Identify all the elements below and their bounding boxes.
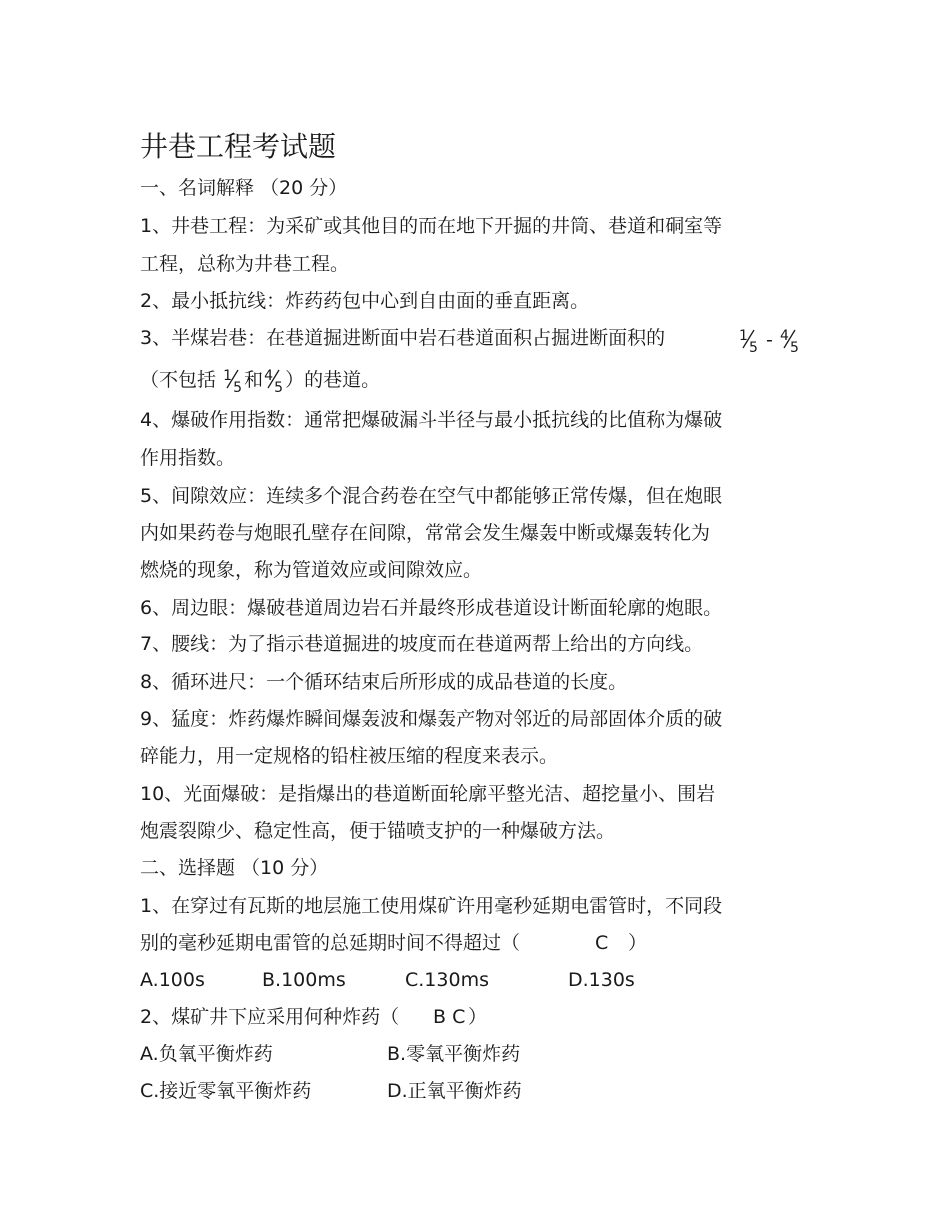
fraction-dash: - <box>766 329 773 351</box>
definition-2: 2、最小抵抗线：炸药药包中心到自由面的垂直距离。 <box>140 290 590 312</box>
definition-6: 6、周边眼：爆破巷道周边岩石并最终形成巷道设计断面轮廓的炮眼。 <box>140 597 723 619</box>
definition-3-line1: 3、半煤岩巷：在巷道掘进断面中岩石巷道面积占掘进断面积的 <box>140 327 666 349</box>
question-2-close: ） <box>468 1006 488 1028</box>
fraction-four-fifths-2: 4 5 <box>264 368 283 396</box>
definition-5-line1: 5、间隙效应：连续多个混合药卷在空气中都能够正常传爆，但在炮眼 <box>140 485 723 507</box>
question-2-stem: 2、煤矿井下应采用何种炸药（ <box>140 1006 400 1028</box>
question-1-line2: 别的毫秒延期电雷管的总延期时间不得超过（ <box>140 932 521 954</box>
definition-1-line1: 1、井巷工程：为采矿或其他目的而在地下开掘的井筒、巷道和硐室等 <box>140 215 723 237</box>
question-1-line1: 1、在穿过有瓦斯的地层施工使用煤矿许用毫秒延期电雷管时，不同段 <box>140 895 723 917</box>
question-2-option-b: B.零氧平衡炸药 <box>387 1043 521 1065</box>
fraction-four-fifths: 4 5 <box>779 328 799 356</box>
definition-10-line1: 10、光面爆破：是指爆出的巷道断面轮廓平整光洁、超挖量小、围岩 <box>140 783 716 805</box>
fraction-one-fifth: 1 5 <box>739 328 758 356</box>
definition-5-line2: 内如果药卷与炮眼孔壁存在间隙，常常会发生爆轰中断或爆轰转化为 <box>140 522 711 544</box>
question-2-option-c: C.接近零氧平衡炸药 <box>140 1080 312 1102</box>
definition-4-line2: 作用指数。 <box>140 447 236 469</box>
fraction-range <box>738 328 801 356</box>
definition-9-line1: 9、猛度：炸药爆炸瞬间爆轰波和爆轰产物对邻近的局部固体介质的破 <box>140 708 723 730</box>
definition-7: 7、腰线：为了指示巷道掘进的坡度而在巷道两帮上给出的方向线。 <box>140 633 704 655</box>
question-1-option-a: A.100s <box>140 969 205 991</box>
section1-heading: 一、名词解释 （20 分） <box>140 177 348 199</box>
definition-3-line2: （不包括 1 5 和 4 5 ）的巷道。 <box>140 368 381 396</box>
section2-heading: 二、选择题 （10 分） <box>140 857 329 879</box>
definition-1-line2: 工程，总称为井巷工程。 <box>140 253 350 275</box>
definition-8: 8、循环进尺：一个循环结束后所形成的成品巷道的长度。 <box>140 671 628 693</box>
page-title: 井巷工程考试题 <box>140 130 337 163</box>
question-1-answer: C <box>595 932 609 954</box>
question-2-answer: B C <box>433 1006 466 1028</box>
question-2-option-d: D.正氧平衡炸药 <box>387 1080 522 1102</box>
definition-4-line1: 4、爆破作用指数：通常把爆破漏斗半径与最小抵抗线的比值称为爆破 <box>140 409 723 431</box>
definition-9-line2: 碎能力，用一定规格的铅柱被压缩的程度来表示。 <box>140 745 559 767</box>
definition-10-line2: 炮震裂隙少、稳定性高，便于锚喷支护的一种爆破方法。 <box>140 820 616 842</box>
fraction-one-fifth-2: 1 5 <box>223 368 242 396</box>
question-1-option-b: B.100ms <box>262 969 346 991</box>
question-2-option-a: A.负氧平衡炸药 <box>140 1043 273 1065</box>
question-1-option-d: D.130s <box>568 969 635 991</box>
question-1-close: ） <box>628 932 648 954</box>
question-1-option-c: C.130ms <box>405 969 489 991</box>
definition-5-line3: 燃烧的现象，称为管道效应或间隙效应。 <box>140 559 483 581</box>
